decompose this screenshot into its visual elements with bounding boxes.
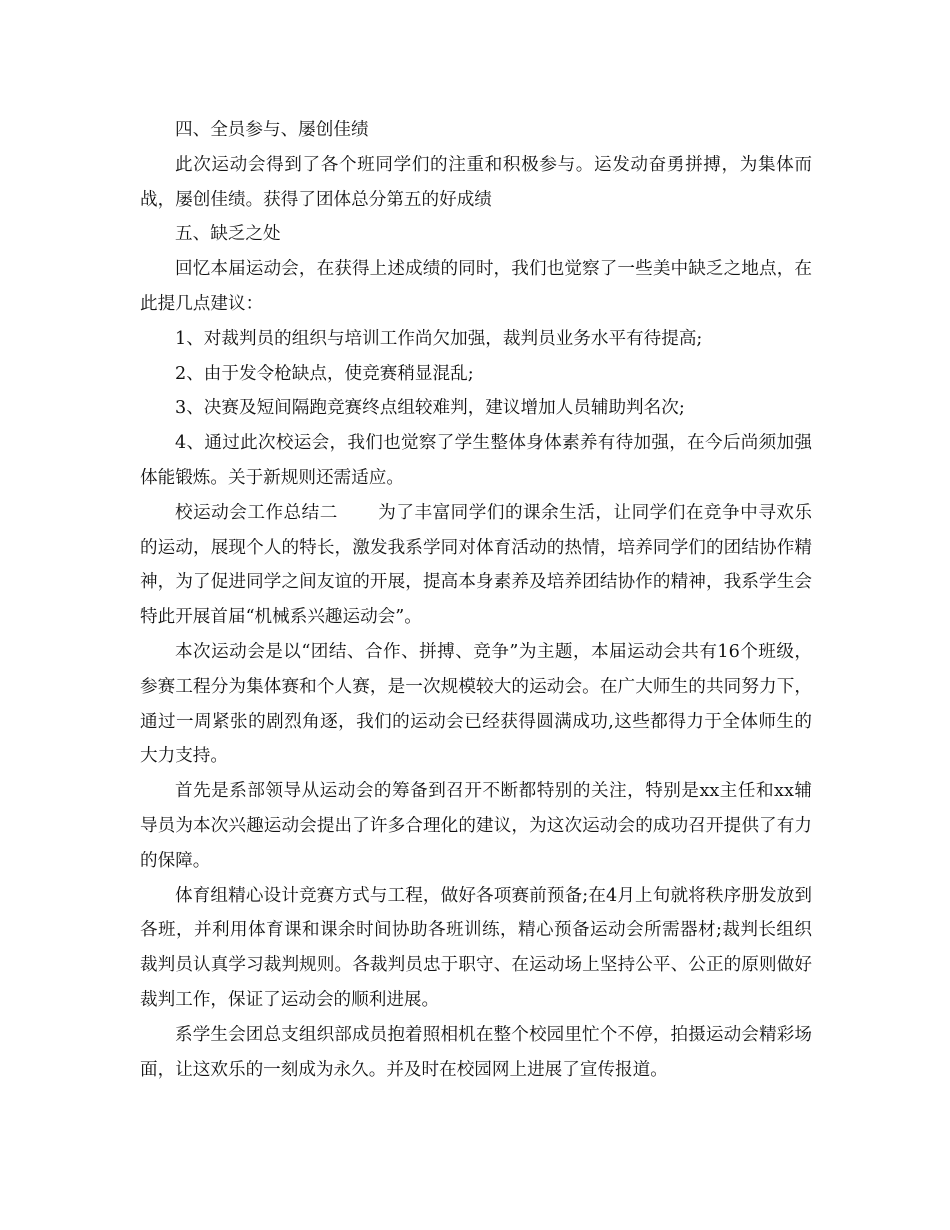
heading-four: 四、全员参与、屡创佳绩 [175, 120, 369, 140]
paragraph-review: 回忆本届运动会，在获得上述成绩的同时，我们也觉察了一些美中缺乏之地点，在此提几点建议： [140, 259, 812, 314]
paragraph-student-union: 系学生会团总支组织部成员抱着照相机在整个校园里忙个不停，拍摄运动会精彩场面，让这欢乐的一刻成为永久。并及时在校园网上进展了宣传报道。 [140, 1024, 812, 1080]
section-two-body: 为了丰富同学们的课余生活，让同学们在竞争中寻欢乐的运动，展现个人的特长，激发我系学同对体育活动的热情，培养同学们的团结协作精神，为了促进同学之间友谊的开展，提高本身素养及培养团结协作的精神，我系学生会特此开展首届“机械系兴趣运动会”。 [140, 502, 812, 628]
document-body [140, 113, 812, 1087]
suggestion-item-3: 3、决赛及短间隔跑竞赛终点组较难判，建议增加人员辅助判名次; [175, 398, 685, 419]
paragraph-leadership: 首先是系部领导从运动会的筹备到召开不断都特别的关注，特别是xx主任和xx辅导员为本次兴趣运动会提出了许多合理化的建议，为这次运动会的成功召开提供了有力的保障。 [140, 781, 812, 871]
section-two-paragraph [140, 496, 812, 635]
paragraph-theme: 本次运动会是以“团结、合作、拼搏、竞争”为主题，本届运动会共有16个班级，参赛工程分为集体赛和个人赛，是一次规模较大的运动会。在广大师生的共同努力下，通过一周紧张的剧烈角逐，我们的运动会已经获得圆满成功,这些都得力于全体师生的大力支持。 [140, 641, 812, 767]
paragraph-sports-group: 体育组精心设计竞赛方式与工程，做好各项赛前预备;在4月上旬就将秩序册发放到各班，并利用体育课和课余时间协助各班训练，精心预备运动会所需器材;裁判长组织裁判员认真学习裁判规则。各裁判员忠于职守、在运动场上坚持公平、公正的原则做好裁判工作，保证了运动会的顺利进展。 [140, 885, 812, 1010]
section-two-title: 校运动会工作总结二 [175, 502, 338, 523]
paragraph-participation: 此次运动会得到了各个班同学们的注重和积极参与。运发动奋勇拼搏，为集体而战，屡创佳绩。获得了团体总分第五的好成绩 [140, 154, 812, 210]
suggestion-item-1: 1、对裁判员的组织与培训工作尚欠加强，裁判员业务水平有待提高; [175, 328, 703, 349]
suggestion-item-4: 4、通过此次校运会，我们也觉察了学生整体身体素养有待加强，在今后尚须加强体能锻炼。关于新规则还需适应。 [140, 433, 812, 488]
heading-five: 五、缺乏之处 [175, 224, 281, 245]
suggestion-item-2: 2、由于发令枪缺点，使竞赛稍显混乱; [175, 363, 474, 384]
